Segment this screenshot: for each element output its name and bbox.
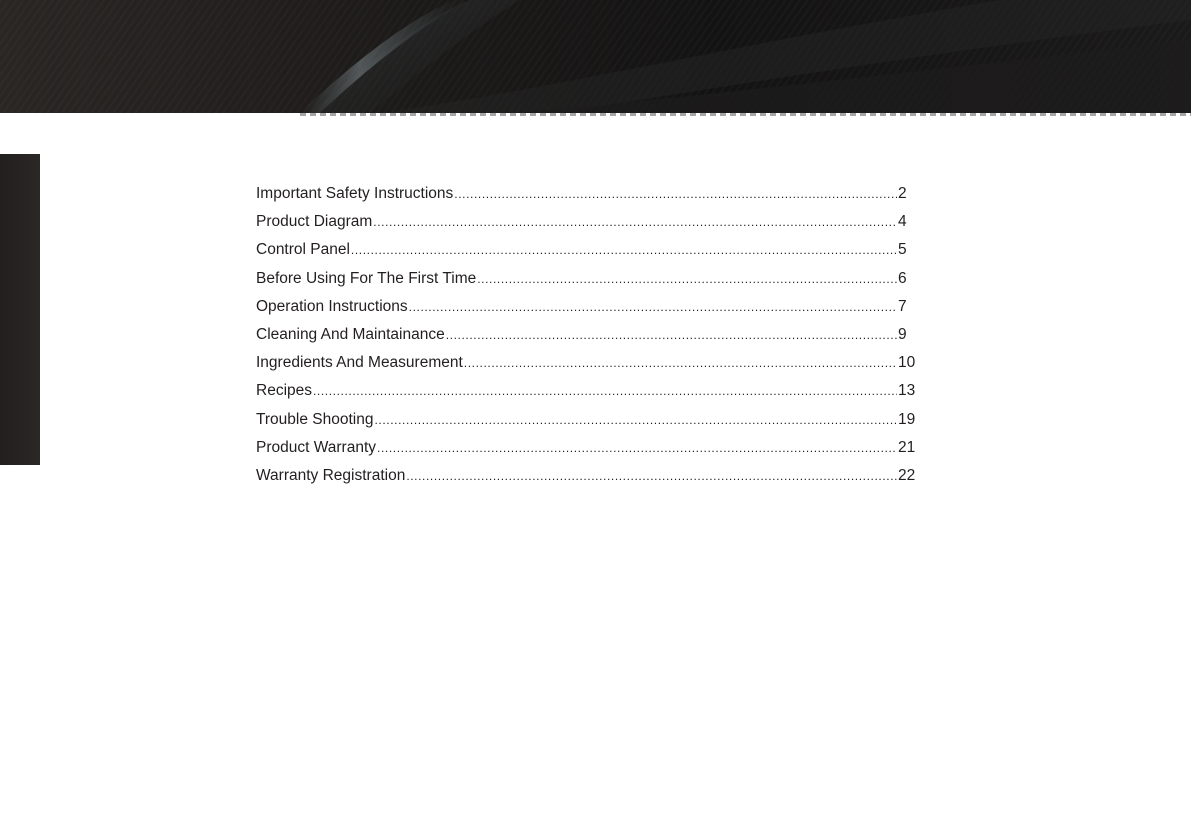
toc-entry[interactable] (256, 270, 916, 298)
toc-dot-leader (406, 469, 897, 483)
toc-entry-title: Product Warranty (256, 438, 377, 456)
toc-entry-page-number: 21 (898, 438, 916, 456)
toc-entry[interactable] (256, 411, 916, 439)
toc-entry-title: Warranty Registration (256, 466, 406, 484)
toc-entry[interactable] (256, 298, 916, 326)
toc-entry-page-number: 9 (898, 325, 907, 343)
toc-entry[interactable] (256, 185, 916, 213)
toc-entry[interactable] (256, 467, 916, 495)
banner-swoosh-graphic (0, 0, 1191, 113)
toc-entry[interactable] (256, 326, 916, 354)
toc-entry-page-number: 7 (898, 297, 907, 315)
toc-entry[interactable] (256, 241, 916, 269)
toc-entry-page-number: 5 (898, 241, 907, 259)
header-banner (0, 0, 1191, 113)
toc-dot-leader (477, 272, 897, 286)
toc-entry-title: Product Diagram (256, 213, 373, 231)
toc-dot-leader (313, 384, 897, 398)
toc-dot-leader (377, 441, 897, 455)
toc-dot-leader (409, 300, 897, 314)
toc-dot-leader (374, 413, 897, 427)
toc-entry-title: Important Safety Instructions (256, 185, 454, 202)
toc-entry[interactable] (256, 354, 916, 382)
toc-dot-leader (454, 187, 897, 201)
toc-entry-title: Trouble Shooting (256, 410, 374, 428)
toc-entry-page-number: 4 (898, 213, 907, 231)
toc-entry-title: Cleaning And Maintainance (256, 325, 445, 343)
toc-entry-page-number: 2 (898, 185, 907, 202)
toc-entry-title: Recipes (256, 382, 312, 400)
toc-entry-page-number: 22 (898, 466, 916, 484)
toc-entry[interactable] (256, 213, 916, 241)
toc-entry-page-number: 6 (898, 269, 907, 287)
toc-entry-title: Control Panel (256, 241, 350, 259)
toc-entry-title: Before Using For The First Time (256, 269, 477, 287)
toc-entry-page-number: 10 (898, 354, 916, 372)
toc-dot-leader (351, 243, 897, 257)
toc-entry-title: Operation Instructions (256, 297, 408, 315)
table-of-contents (256, 185, 916, 495)
toc-entry-page-number: 13 (898, 382, 916, 400)
toc-dot-leader (464, 356, 897, 370)
toc-entry[interactable] (256, 382, 916, 410)
side-tab (0, 154, 40, 465)
toc-entry-page-number: 19 (898, 410, 916, 428)
toc-dot-leader (446, 328, 897, 342)
toc-dot-leader (373, 215, 897, 229)
toc-entry[interactable] (256, 439, 916, 467)
header-dashed-divider (300, 113, 1191, 116)
toc-entry-title: Ingredients And Measurement (256, 354, 463, 372)
